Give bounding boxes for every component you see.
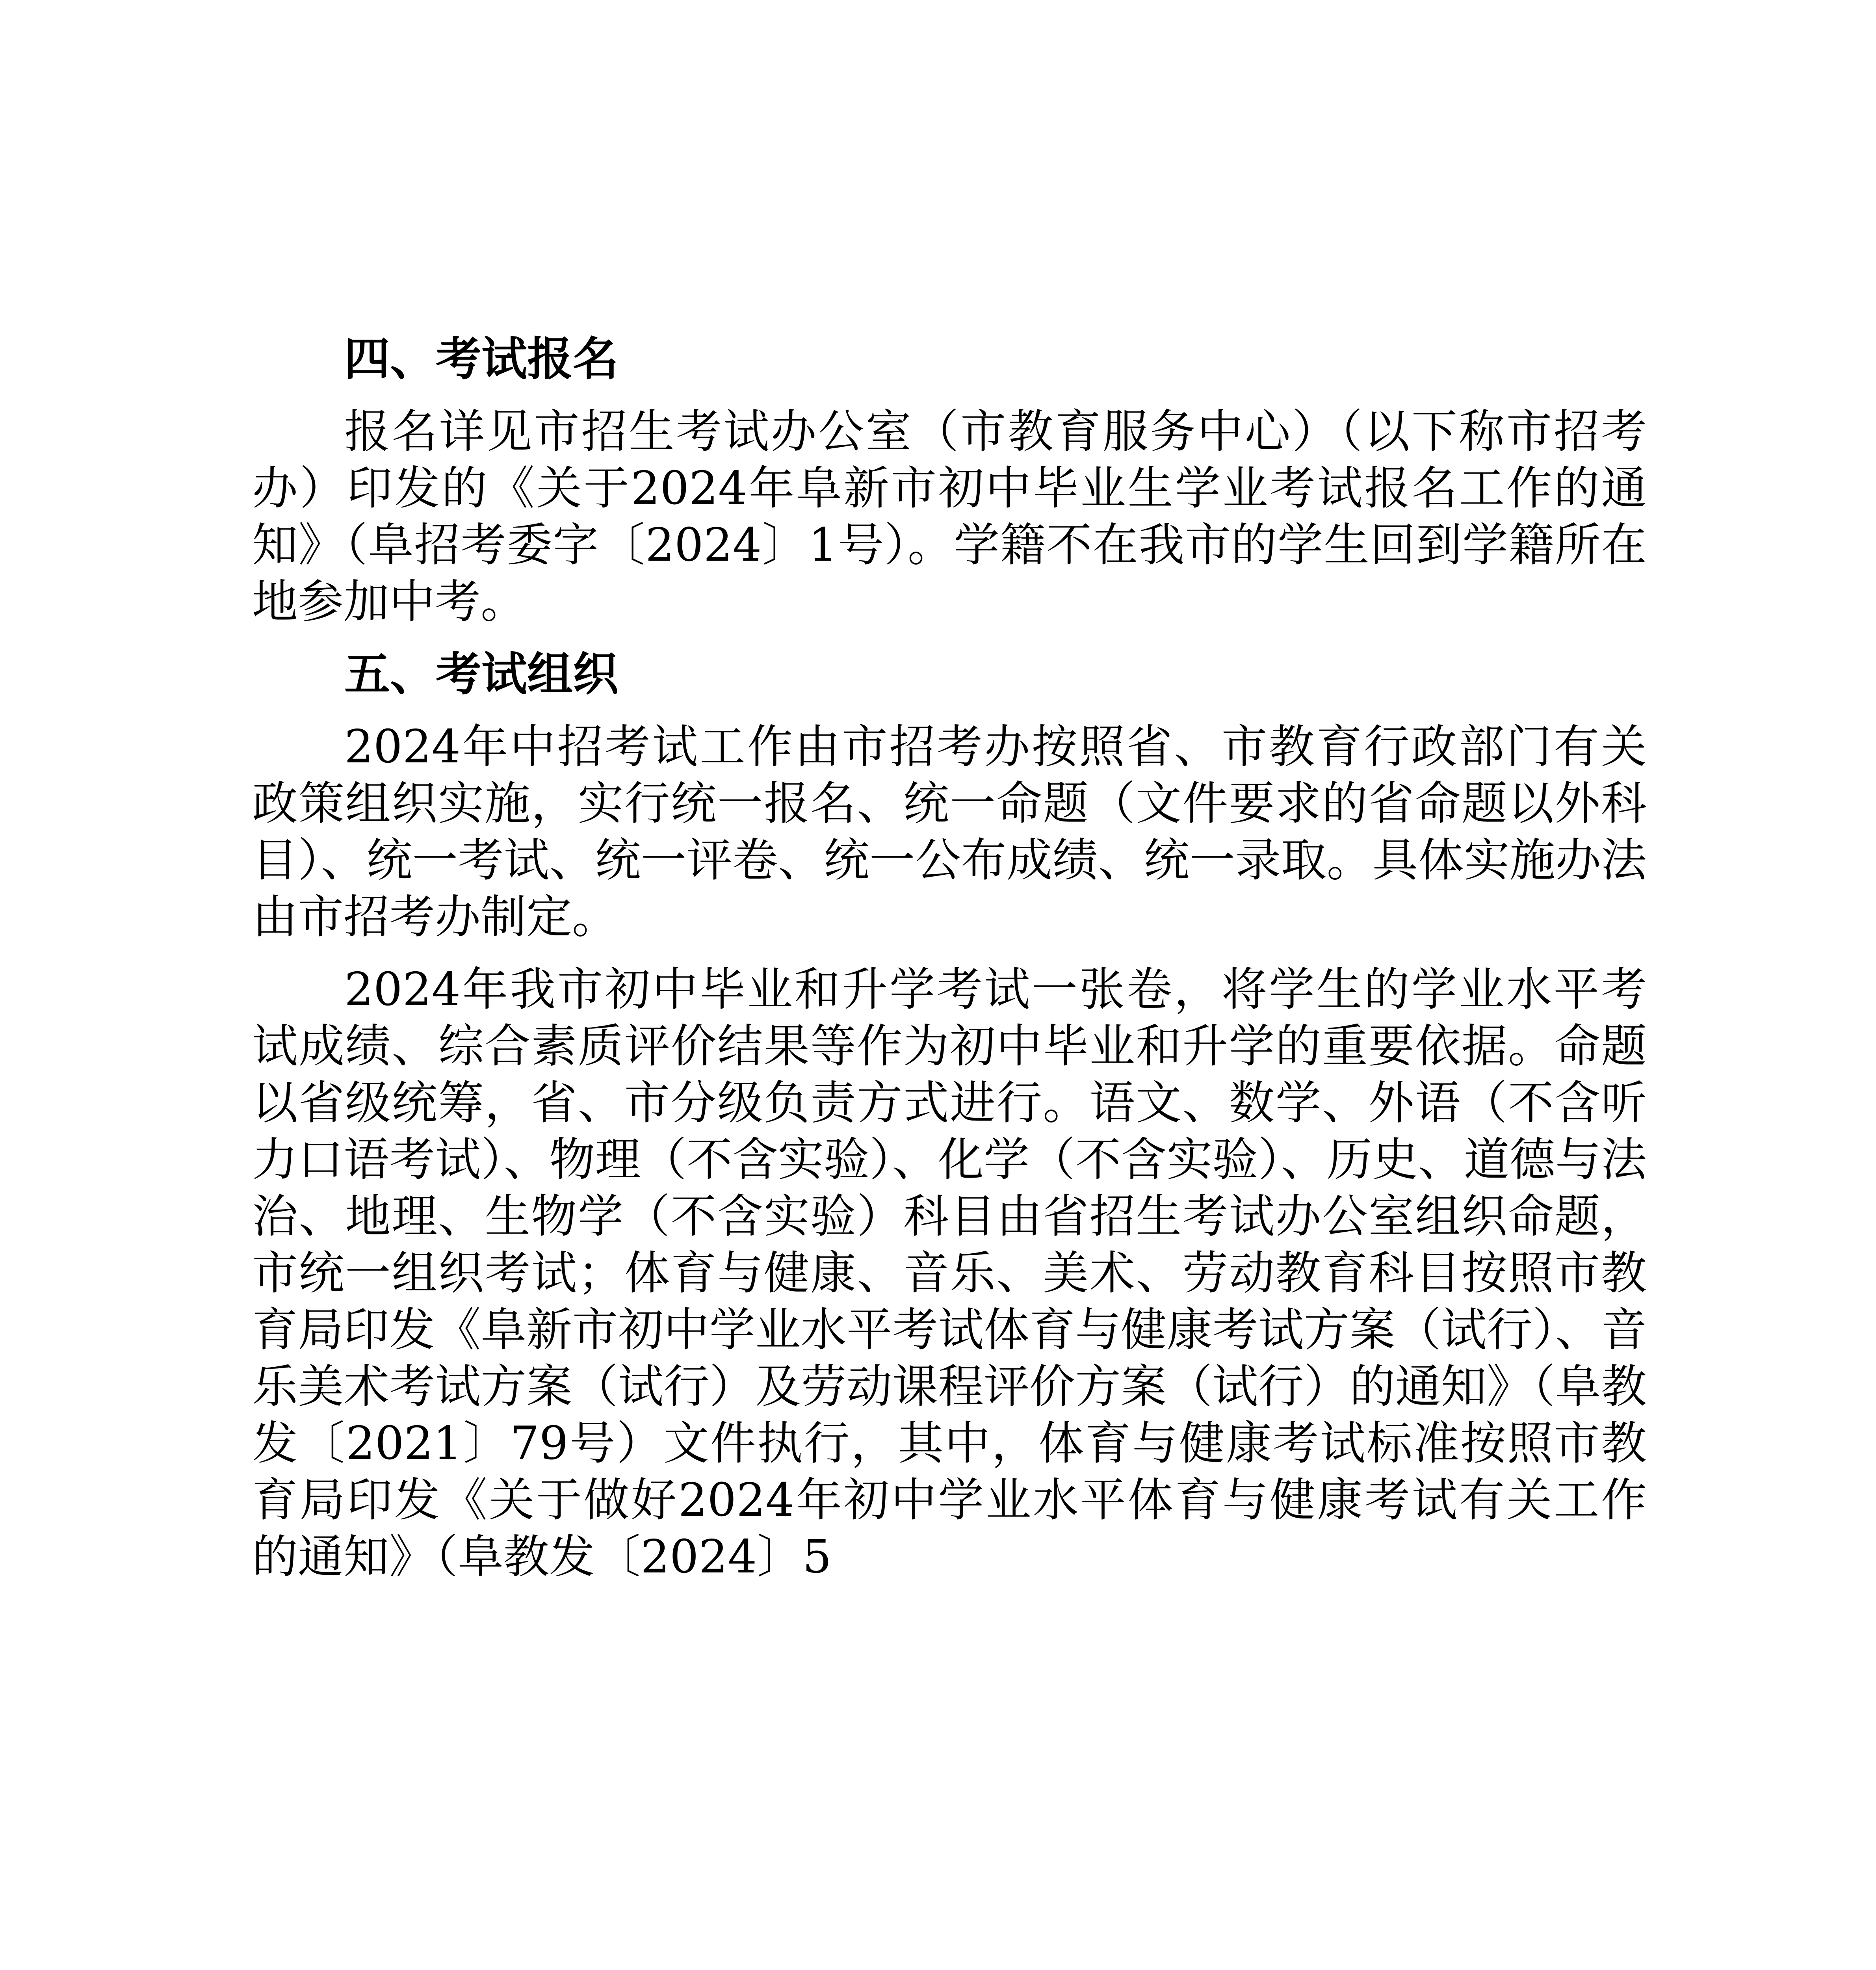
spacer xyxy=(252,703,1647,719)
spacer xyxy=(252,946,1647,961)
spacer xyxy=(252,388,1647,403)
spacer xyxy=(252,630,1647,646)
document-body xyxy=(252,331,1647,1585)
section-4-paragraph: 报名详见市招生考试办公室（市教育服务中心）（以下称市招考办）印发的《关于2024年阜新市初中毕业生学业考试报名工作的通知》（阜招考委字〔2024〕1号）。学籍不在我市的学生回到学籍所在地参加中考。 xyxy=(252,405,1647,628)
section-5-paragraph-2: 2024年我市初中毕业和升学考试一张卷，将学生的学业水平考试成绩、综合素质评价结果等作为初中毕业和升学的重要依据。命题以省级统筹，省、市分级负责方式进行。语文、数学、外语（不含听力口语考试）、物理（不含实验）、化学（不含实验）、历史、道德与法治、地理、生物学（不含实验）科目由省招生考试办公室组织命题，市统一组织考试；体育与健康、音乐、美术、劳动教育科目按照市教育局印发《阜新市初中学业水平考试体育与健康考试方案（试行）、音乐美术考试方案（试行）及劳动课程评价方案（试行）的通知》（阜教发〔2021〕79号）文件执行，其中，体育与健康考试标准按照市教育局印发《关于做好2024年初中学业水平体育与健康考试有关工作的通知》（阜教发〔2024〕5 xyxy=(252,963,1647,1583)
section-5-heading: 五、考试组织 xyxy=(344,648,619,701)
section-5-paragraph-1: 2024年中招考试工作由市招考办按照省、市教育行政部门有关政策组织实施，实行统一报名、统一命题（文件要求的省命题以外科目）、统一考试、统一评卷、统一公布成绩、统一录取。具体实施办法由市招考办制定。 xyxy=(252,720,1647,944)
section-4-heading: 四、考试报名 xyxy=(344,333,619,386)
